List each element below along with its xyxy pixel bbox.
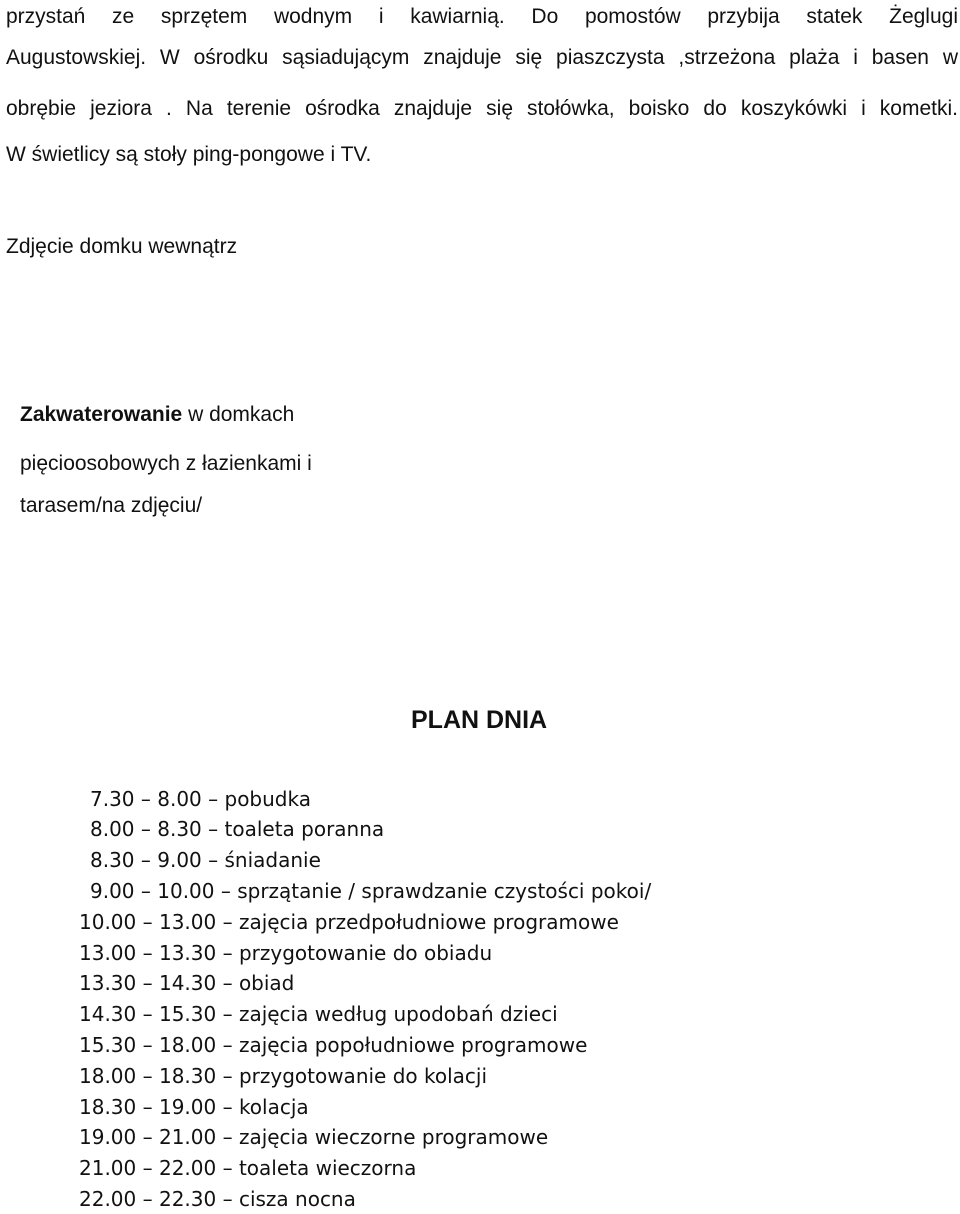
schedule-item: 18.00 – 18.30 – przygotowanie do kolacji — [79, 1064, 488, 1088]
intro-line-3: obrębie jeziora . Na terenie ośrodka znajduje się stołówka, boisko do koszykówki i kometki. — [6, 97, 958, 120]
schedule-item: 7.30 – 8.00 – pobudka — [90, 787, 311, 811]
intro-line-1: przystań ze sprzętem wodnym i kawiarnią. Do pomostów przybija statek Żeglugi — [6, 5, 958, 28]
plan-title: PLAN DNIA — [411, 706, 548, 734]
photo-caption: Zdjęcie domku wewnątrz — [6, 235, 238, 258]
schedule-item: 8.00 – 8.30 – toaleta poranna — [90, 817, 385, 841]
schedule-item: 15.30 – 18.00 – zajęcia popołudniowe programowe — [79, 1033, 588, 1057]
accommodation-line-2: pięcioosobowych z łazienkami i — [20, 452, 312, 475]
accommodation-line-1-rest: w domkach — [182, 403, 295, 426]
schedule-item: 14.30 – 15.30 – zajęcia według upodobań dzieci — [79, 1002, 558, 1026]
schedule-item: 19.00 – 21.00 – zajęcia wieczorne programowe — [79, 1125, 549, 1149]
schedule-item: 22.00 – 22.30 – cisza nocna — [79, 1187, 356, 1211]
intro-line-4: W świetlicy są stoły ping-pongowe i TV. — [6, 143, 372, 166]
schedule-item: 8.30 – 9.00 – śniadanie — [90, 848, 321, 872]
accommodation-line-1 — [20, 400, 294, 430]
intro-line-2: Augustowskiej. W ośrodku sąsiadującym znajduje się piaszczysta ,strzeżona plaża i basen w — [6, 46, 958, 69]
accommodation-bold-word: Zakwaterowanie — [20, 403, 183, 426]
schedule-item: 18.30 – 19.00 – kolacja — [79, 1095, 309, 1119]
schedule-item: 21.00 – 22.00 – toaleta wieczorna — [79, 1156, 417, 1180]
accommodation-line-3: tarasem/na zdjęciu/ — [20, 494, 203, 517]
schedule-item: 10.00 – 13.00 – zajęcia przedpołudniowe programowe — [79, 910, 619, 934]
schedule-item: 13.00 – 13.30 – przygotowanie do obiadu — [79, 941, 493, 965]
schedule-item: 13.30 – 14.30 – obiad — [79, 971, 295, 995]
schedule-item: 9.00 – 10.00 – sprzątanie / sprawdzanie czystości pokoi/ — [90, 879, 652, 903]
